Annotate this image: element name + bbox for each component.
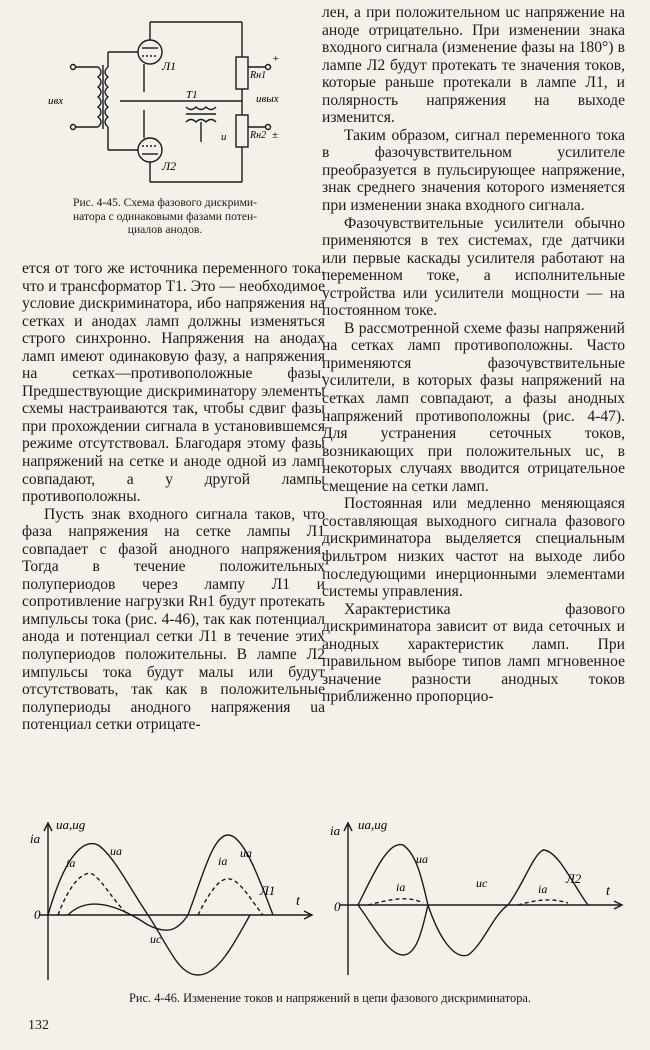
caption-line-3: циалов анодов. (127, 223, 203, 237)
right-paragraph-3: Фазочувствительные усилители обычно применяются в тех системах, где датчики или первые каскады усилителя работают на переменном токе, а исполнительные устройства или усилители мощности — на постоянном токе. (322, 214, 625, 320)
label-rn1: Rн1 (250, 70, 267, 81)
resistor-rn2 (236, 115, 248, 147)
right-column (322, 4, 625, 706)
right-paragraph-4: В рассмотренной схеме фазы напряжений на сетках ламп противоположны. Часто применяются фазочувствительные усилители, в которых фазы напряжений на сетках ламп совпадают, а фазы анодных напряжений противоположны (рис. 4-47). Для устранения сеточных токов, возникающих при положительных uc, в некоторых случаях вводится отрицательное смещение на сетки ламп. (322, 319, 625, 495)
lamp-l2-envelope (138, 138, 162, 162)
left-column (22, 260, 325, 734)
right-paragraph-5: Постоянная или медленно меняющаяся составляющая выходного сигнала фазового дискриминатора выделяется специальным фильтром низких частот на выходе либо последующими инерционными элементами системы управления. (322, 495, 625, 601)
left-label-t: t (296, 894, 300, 909)
label-l2: Л2 (162, 159, 177, 173)
right-label-ia: ia (330, 823, 341, 838)
lamp-l1-envelope (138, 40, 162, 64)
right-label-ua-curve: ua (416, 852, 428, 866)
left-label-zero: 0 (34, 907, 41, 922)
resistor-rn1 (236, 57, 248, 89)
left-label-lamp: Л1 (260, 883, 276, 898)
label-u: u (221, 131, 227, 143)
left-paragraph-2: Пусть знак входного сигнала таков, что фаза напряжения на сетке лампы Л1 совпадает с фазой анодного напряжения. Тогда в течение положительных полупериодов через лампу Л1 и сопротивление нагрузки Rн1 будут протекать импульсы тока (рис. 4-46), так как потенциал анода и потенциал сетки Л1 в течение этих полупериодов положительны. В лампе Л2 импульсы тока будут малы или будут отсутствовать, так как в положительные полупериоды анодного напряжения ua потенциал сетки отрицате- (22, 505, 325, 734)
label-plus: + (272, 53, 280, 65)
circuit-diagram (46, 12, 286, 192)
left-label-ia-curve: ia (66, 856, 76, 870)
label-t1: T1 (186, 89, 198, 101)
left-label-ua-curve: ua (110, 844, 122, 858)
right-label-uc: uc (476, 876, 488, 890)
waveform-plots (28, 815, 628, 985)
right-paragraph-6: Характеристика фазового дискриминатора зависит от вида сеточных и анодных характеристик ламп. При правильном выборе типов ламп мгновенное значение разности анодных токов приближенно пропорцио- (322, 600, 625, 706)
left-label-ua-2: ua (240, 846, 252, 860)
left-label-uc: uc (150, 932, 162, 946)
label-pm: ± (272, 129, 279, 141)
left-label-ia: ia (30, 831, 41, 846)
left-paragraph-1: ется от того же источника переменного тока, что и трансформатор T1. Это — необходимое условие дискриминатора, ибо напряжения на сетках и анодах ламп должны изменяться строго синхронно. Напряжения на анодах ламп имеют одинаковую фазу, а напряжения на сетках—противоположные фазы. Предшествующие дискриминатору элементы схемы настраиваются так, чтобы сдвиг фазы при прохождении сигнала в установившемся режиме отсутствовал. Благодаря этому фазы напряжений на сетке и аноде одной из ламп совпадают, а у другой лампы противоположны. (22, 260, 325, 506)
left-ua-curve-2 (188, 835, 276, 915)
figure-4-46-caption: Рис. 4-46. Изменение токов и напряжений в цепи фазового дискриминатора. (128, 991, 532, 1005)
label-uvyx: uвых (256, 93, 279, 105)
right-label-ia-curve: ia (396, 880, 406, 894)
right-paragraph-1: лен, а при положительном uc напряжение на аноде отрицательно. При изменении знака входного сигнала (изменение фазы на 180°) в лампе Л2 будут протекать те значения токов, которые раньше протекали в лампе Л1, и полярность напряжения на выходе изменится. (322, 4, 625, 127)
right-paragraph-2: Таким образом, сигнал переменного тока в фазочувствительном усилителе преобразуется в пульсирующее напряжение, знак среднего значения которого изменяется при изменении знака входного сигнала. (322, 126, 625, 215)
figure-4-45 (46, 12, 286, 192)
right-label-t: t (606, 884, 610, 899)
page-number: 132 (28, 1018, 49, 1033)
caption-line-2: натора с одинаковыми фазами потен- (72, 209, 258, 223)
left-uc-curve (68, 904, 188, 930)
right-ua-curve-2 (358, 905, 428, 955)
right-ia-pulse-1 (368, 899, 423, 905)
right-ia-pulse-2 (518, 900, 568, 905)
label-uvx: uвх (48, 95, 64, 107)
left-ia-pulse-2 (198, 879, 263, 915)
right-label-ia-2: ia (538, 882, 548, 896)
right-label-ua-ug: ua,ug (358, 817, 388, 832)
figure-4-46 (28, 815, 628, 985)
right-label-lamp: Л2 (566, 871, 582, 886)
right-label-zero: 0 (334, 899, 341, 914)
label-rn2: Rн2 (250, 130, 267, 141)
left-label-ua-ug: ua,ug (56, 817, 86, 832)
figure-4-45-caption (34, 196, 296, 237)
label-l1: Л1 (162, 59, 177, 73)
caption-line-1: Рис. 4-45. Схема фазового дискрими- (73, 196, 257, 209)
left-label-ia-2: ia (218, 854, 228, 868)
